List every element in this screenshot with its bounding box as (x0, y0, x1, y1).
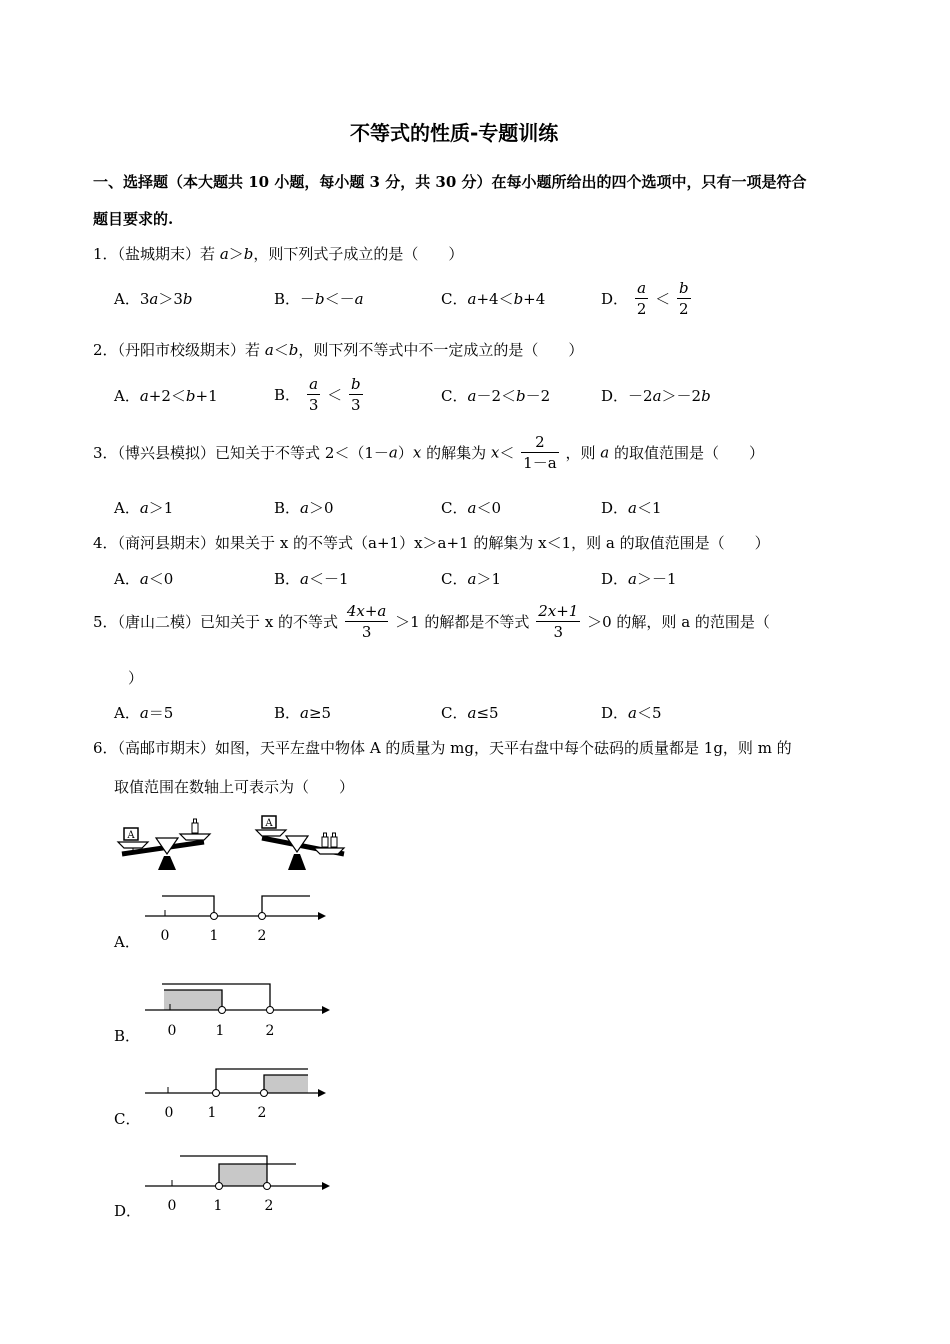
q6-option-d[interactable]: D． (114, 1202, 142, 1220)
question-6-line2: 取值范围在数轴上可表示为（ ） (114, 778, 355, 796)
q6-number-line-a[interactable] (140, 888, 330, 948)
q3-option-b[interactable]: B．a＞0 (274, 499, 334, 517)
svg-text:0: 0 (167, 1023, 177, 1039)
question-5-close: ） (128, 669, 144, 687)
svg-text:1: 1 (209, 928, 219, 944)
question-2: 2．（丹阳市校级期末）若 a＜b，则下列不等式中不一定成立的是（ ） (93, 341, 584, 359)
q1-option-c[interactable]: C．a+4＜b+4 (441, 290, 546, 308)
q4-option-d[interactable]: D．a＞－1 (601, 570, 677, 588)
left-balance-scale (118, 819, 210, 870)
q2-option-b[interactable]: B． $\frac{a}{3}$ ＜ $\frac{b}{3}$ (274, 375, 361, 414)
q2-option-a[interactable]: A．a+2＜b+1 (114, 387, 218, 405)
q3-option-d[interactable]: D．a＜1 (601, 499, 662, 517)
section-header-line1: 一、选择题（本大题共 10 小题，每小题 3 分，共 30 分）在每小题所给出的四个选项中，只有一项是符合 (93, 173, 807, 191)
svg-text:2: 2 (257, 928, 267, 944)
svg-text:2: 2 (264, 1198, 274, 1214)
q3-option-a[interactable]: A．a＞1 (114, 499, 174, 517)
q2-option-c[interactable]: C．a－2＜b－2 (441, 387, 551, 405)
q4-option-b[interactable]: B．a＜－1 (274, 570, 349, 588)
question-3: 3．（博兴县模拟）已知关于不等式 2＜（1－a）x 的解集为 x＜ $\frac{2}{1-a}$ ，则 a 的取值范围是（ ） (93, 433, 764, 472)
svg-text:A: A (127, 830, 135, 841)
q5-option-b[interactable]: B．a≥5 (274, 704, 332, 722)
svg-text:A: A (265, 818, 273, 829)
svg-text:1: 1 (215, 1023, 225, 1039)
q1-option-b[interactable]: B．－b＜－a (274, 290, 364, 308)
q1-option-d[interactable]: D． $\frac{a}{2}$ ＜ $\frac{b}{2}$ (601, 279, 689, 318)
question-6-line1: 6．（高邮市期末）如图，天平左盘中物体 A 的质量为 mg，天平右盘中每个砝码的质量都是 1g，则 m 的 (93, 739, 792, 757)
svg-text:0: 0 (160, 928, 170, 944)
page-title: 不等式的性质-专题训练 (350, 121, 559, 145)
q3-option-c[interactable]: C．a＜0 (441, 499, 501, 517)
svg-text:0: 0 (167, 1198, 177, 1214)
question-5: 5．（唐山二模）已知关于 x 的不等式 $\frac{4x+a}{3}$ ＞1 的解都是不等式 $\frac{2x+1}{3}$ ＞0 的解，则 a 的范围是（ (93, 602, 770, 641)
q6-number-line-d[interactable] (140, 1150, 335, 1218)
q6-number-line-c[interactable] (140, 1063, 330, 1123)
question-1: 1．（盐城期末）若 a＞b，则下列式子成立的是（ ） (93, 245, 464, 263)
svg-text:1: 1 (213, 1198, 223, 1214)
svg-text:1: 1 (207, 1105, 217, 1121)
svg-text:2: 2 (257, 1105, 267, 1121)
q4-option-a[interactable]: A．a＜0 (114, 570, 174, 588)
q6-number-line-b[interactable] (140, 978, 335, 1040)
question-4: 4．（商河县期末）如果关于 x 的不等式（a+1）x＞a+1 的解集为 x＜1，则 a 的取值范围是（ ） (93, 534, 770, 552)
q6-option-a[interactable]: A． (114, 933, 140, 951)
section-header-line2: 题目要求的. (93, 210, 174, 228)
q5-option-c[interactable]: C．a≤5 (441, 704, 499, 722)
right-balance-scale (256, 816, 344, 870)
q2-option-d[interactable]: D．－2a＞－2b (601, 387, 711, 405)
svg-text:2: 2 (265, 1023, 275, 1039)
svg-text:0: 0 (164, 1105, 174, 1121)
q5-option-d[interactable]: D．a＜5 (601, 704, 662, 722)
q5-option-a[interactable]: A．a＝5 (114, 704, 174, 722)
balance-scales-figure (112, 810, 352, 880)
q4-option-c[interactable]: C．a＞1 (441, 570, 501, 588)
q6-option-b[interactable]: B． (114, 1027, 141, 1045)
q6-option-c[interactable]: C． (114, 1110, 141, 1128)
q1-option-a[interactable]: A．3a＞3b (114, 290, 193, 308)
